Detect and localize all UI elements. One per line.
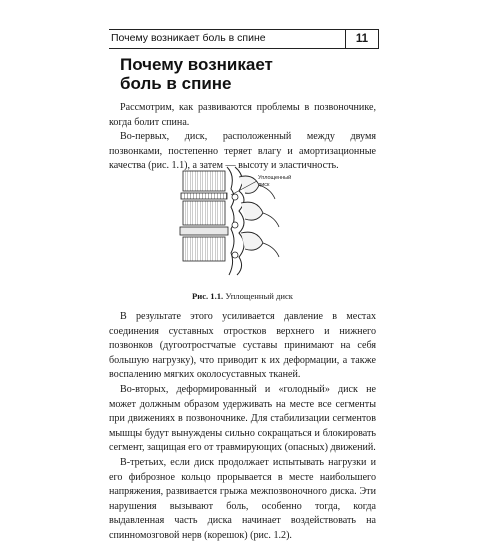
disc-flattened [181,193,227,199]
paragraph: В результате этого усиливается давление в местах соединения суставных отростков верхнего и нижнего позвонков (дугоотростчатые суставы принимают на себя большую нагрузку), что приводит к их деформации, а также воспалению мягких околосуставных тканей. [109,311,376,381]
page-number: 11 [345,29,379,49]
disc-normal [180,227,228,235]
figure-label: Уплощенный диск [258,175,292,188]
paragraph: Во-вторых, деформированный и «голодный» диск не может должным образом удерживать на месте все сегменты при движениях в позвоночнике. Для стабилизации сегментов мышцы будут вынуждены сильно сокращаться и блокировать сегмент, защищая его от травмирующих (опасных) движений. [109,383,376,454]
chapter-title-line-1: Почему возникает [120,55,273,74]
main-text [109,310,376,544]
spine-illustration [175,163,325,278]
caption-text: Уплощенный диск [225,291,293,301]
caption-number: Рис. 1.1. [192,291,224,301]
running-header [109,29,379,49]
chapter-title [120,55,380,93]
chapter-title-line-2: боль в спине [120,74,232,93]
paragraph: Во-первых, диск, расположенный между двумя позвонками, постепенно теряет влагу и амортизационные качества (рис. 1.1), а затем — высоту и эластичность. [109,131,376,172]
paragraph: В-третьих, если диск продолжает испытывать нагрузки и его фиброзное кольцо прорывается в месте наибольшего напряжения, развивается грыжа межпозвоночного диска. Эти нарушения вызывают боль, особенно тогда, когда выдавленная часть диска начинает воздействовать на спинномозговой нерв (корешок) (рис. 1.2). [109,456,376,541]
vertebra-upper [183,171,225,191]
vertebra-lower [183,237,225,261]
paragraph: Рассмотрим, как развиваются проблемы в позвоночнике, когда болит спина. [109,102,376,128]
figure-caption [109,291,376,301]
running-title: Почему возникает боль в спине [111,32,266,44]
vertebra-middle [183,201,225,225]
